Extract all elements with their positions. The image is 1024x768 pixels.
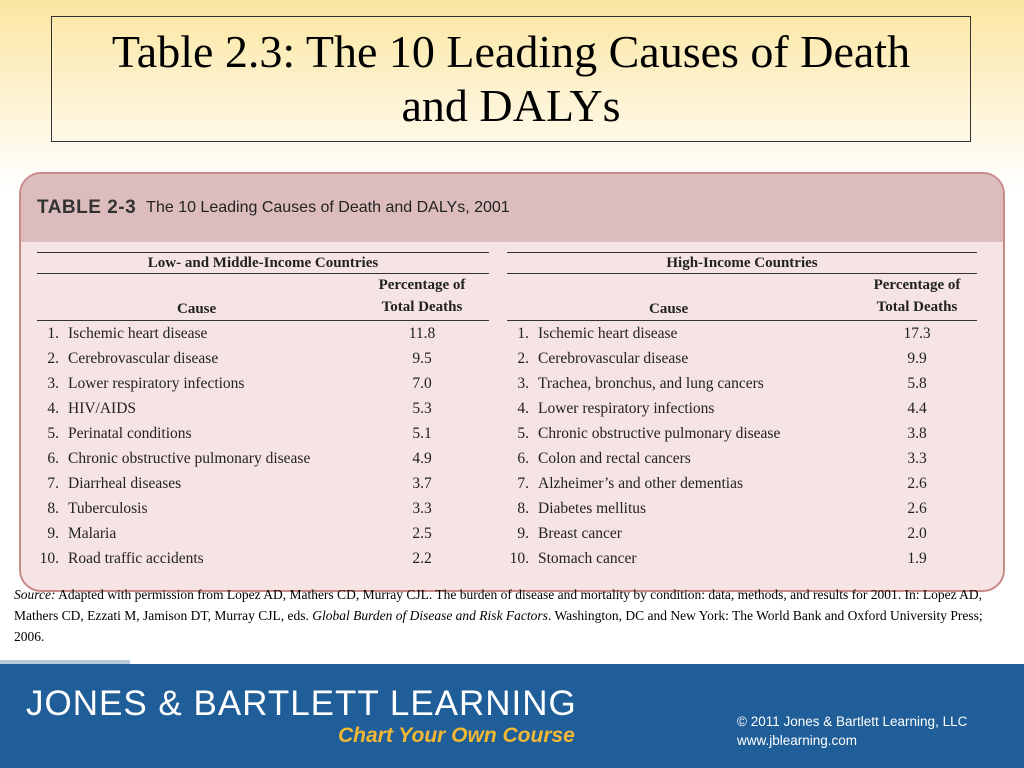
- cause-header-left: Cause: [177, 301, 217, 317]
- table-row: [507, 496, 977, 521]
- row-number: 5.: [517, 425, 529, 442]
- footer-bar: [0, 664, 1024, 768]
- row-number: 5.: [47, 425, 59, 442]
- rows-left: [37, 321, 489, 571]
- row-cause: Ischemic heart disease: [538, 325, 678, 342]
- table-row: [507, 321, 977, 346]
- row-percentage: 4.9: [412, 450, 432, 467]
- row-cause: Stomach cancer: [538, 550, 637, 567]
- pct-header-left-line1: Percentage of: [378, 277, 466, 293]
- row-number: 7.: [47, 475, 59, 492]
- row-cause: Ischemic heart disease: [68, 325, 208, 342]
- row-cause: Alzheimer’s and other dementias: [538, 475, 744, 492]
- pct-header-right-line1: Percentage of: [873, 277, 961, 293]
- table-row: [37, 321, 489, 346]
- table-card: [19, 172, 1005, 592]
- table-row: [507, 371, 977, 396]
- rows-right: [507, 321, 977, 571]
- table-row: [37, 396, 489, 421]
- row-number: 6.: [517, 450, 529, 467]
- row-percentage: 4.4: [907, 400, 927, 417]
- table-row: [507, 521, 977, 546]
- table-row: [507, 546, 977, 571]
- source-citation: [14, 584, 1010, 647]
- row-percentage: 5.1: [412, 425, 432, 442]
- table-caption: The 10 Leading Causes of Death and DALYs, 2001: [146, 199, 510, 216]
- table-row: [507, 396, 977, 421]
- row-percentage: 3.3: [907, 450, 927, 467]
- row-percentage: 2.0: [907, 525, 927, 542]
- row-number: 10.: [39, 550, 59, 567]
- row-cause: Trachea, bronchus, and lung cancers: [538, 375, 764, 392]
- row-cause: Chronic obstructive pulmonary disease: [538, 425, 781, 442]
- row-cause: Perinatal conditions: [68, 425, 192, 442]
- table-row: [37, 446, 489, 471]
- group-heading-right: High-Income Countries: [507, 252, 977, 274]
- table-label: TABLE 2-3: [37, 197, 137, 218]
- row-cause: Lower respiratory infections: [68, 375, 245, 392]
- table-row: [37, 546, 489, 571]
- column-headers-right: [507, 274, 977, 321]
- source-book-title: Global Burden of Disease and Risk Factors: [312, 608, 548, 623]
- title-box: [51, 16, 971, 142]
- slide-title: Table 2.3: The 10 Leading Causes of Death and DALYs: [111, 26, 911, 131]
- low-middle-income-section: [37, 252, 489, 571]
- table-row: [507, 346, 977, 371]
- row-percentage: 9.5: [412, 350, 432, 367]
- website-text: www.jblearning.com: [737, 733, 858, 748]
- row-percentage: 9.9: [907, 350, 927, 367]
- high-income-section: [507, 252, 977, 571]
- row-number: 7.: [517, 475, 529, 492]
- row-cause: Malaria: [68, 525, 117, 542]
- row-cause: Tuberculosis: [68, 500, 148, 517]
- row-percentage: 11.8: [408, 325, 436, 342]
- source-text-1: Adapted with permission from Lopez AD, Mathers CD, Murray CJL. The burden of disease and mortality by condition: data, methods, and results for 2001. In: Lopez AD, Mathers CD, Ezzati M, Jamison DT, Murray CJL, eds.: [14, 587, 983, 623]
- row-percentage: 3.3: [412, 500, 432, 517]
- row-number: 3.: [517, 375, 529, 392]
- source-text-2: . Washington, DC and New York: The World Bank and Oxford University Press; 2006.: [14, 608, 983, 644]
- row-percentage: 1.9: [907, 550, 927, 567]
- footer-accent-tab: [0, 660, 130, 664]
- row-number: 10.: [509, 550, 529, 567]
- pct-header-right: [857, 274, 977, 318]
- row-number: 4.: [517, 400, 529, 417]
- row-percentage: 2.2: [412, 550, 432, 567]
- row-number: 1.: [47, 325, 59, 342]
- row-percentage: 2.5: [412, 525, 432, 542]
- table-row: [37, 471, 489, 496]
- row-number: 9.: [517, 525, 529, 542]
- row-cause: Cerebrovascular disease: [538, 350, 689, 367]
- row-number: 9.: [47, 525, 59, 542]
- column-headers-left: [37, 274, 489, 321]
- table-row: [37, 371, 489, 396]
- row-cause: HIV/AIDS: [68, 400, 137, 417]
- row-number: 3.: [47, 375, 59, 392]
- row-percentage: 17.3: [903, 325, 931, 342]
- row-percentage: 5.3: [412, 400, 432, 417]
- pct-header-left-line2: Total Deaths: [381, 299, 463, 315]
- row-number: 8.: [47, 500, 59, 517]
- copyright-block: [737, 712, 967, 750]
- row-cause: Chronic obstructive pulmonary disease: [68, 450, 311, 467]
- row-percentage: 5.8: [907, 375, 927, 392]
- row-percentage: 3.8: [907, 425, 927, 442]
- table-row: [37, 521, 489, 546]
- row-percentage: 2.6: [907, 500, 927, 517]
- cause-header-right: Cause: [649, 301, 689, 317]
- table-row: [507, 421, 977, 446]
- copyright-text: © 2011 Jones & Bartlett Learning, LLC: [737, 714, 968, 729]
- row-number: 8.: [517, 500, 529, 517]
- row-cause: Cerebrovascular disease: [68, 350, 219, 367]
- row-percentage: 2.6: [907, 475, 927, 492]
- row-percentage: 3.7: [412, 475, 432, 492]
- publisher-tagline: Chart Your Own Course: [338, 724, 575, 747]
- row-cause: Colon and rectal cancers: [538, 450, 691, 467]
- row-cause: Road traffic accidents: [68, 550, 204, 567]
- row-number: 2.: [47, 350, 59, 367]
- pct-header-right-line2: Total Deaths: [876, 299, 958, 315]
- publisher-brand: JONES & BARTLETT LEARNING: [26, 684, 577, 723]
- row-cause: Diarrheal diseases: [68, 475, 182, 492]
- pct-header-left: [367, 274, 477, 318]
- row-cause: Lower respiratory infections: [538, 400, 715, 417]
- row-number: 1.: [517, 325, 529, 342]
- table-row: [37, 421, 489, 446]
- table-row: [37, 496, 489, 521]
- table-row: [37, 346, 489, 371]
- source-label: Source:: [14, 587, 56, 602]
- table-row: [507, 446, 977, 471]
- row-percentage: 7.0: [412, 375, 432, 392]
- row-number: 2.: [517, 350, 529, 367]
- row-number: 4.: [47, 400, 59, 417]
- group-heading-left: Low- and Middle-Income Countries: [37, 252, 489, 274]
- table-header-bar: [21, 174, 1003, 242]
- row-number: 6.: [47, 450, 59, 467]
- row-cause: Breast cancer: [538, 525, 622, 542]
- row-cause: Diabetes mellitus: [538, 500, 647, 517]
- table-row: [507, 471, 977, 496]
